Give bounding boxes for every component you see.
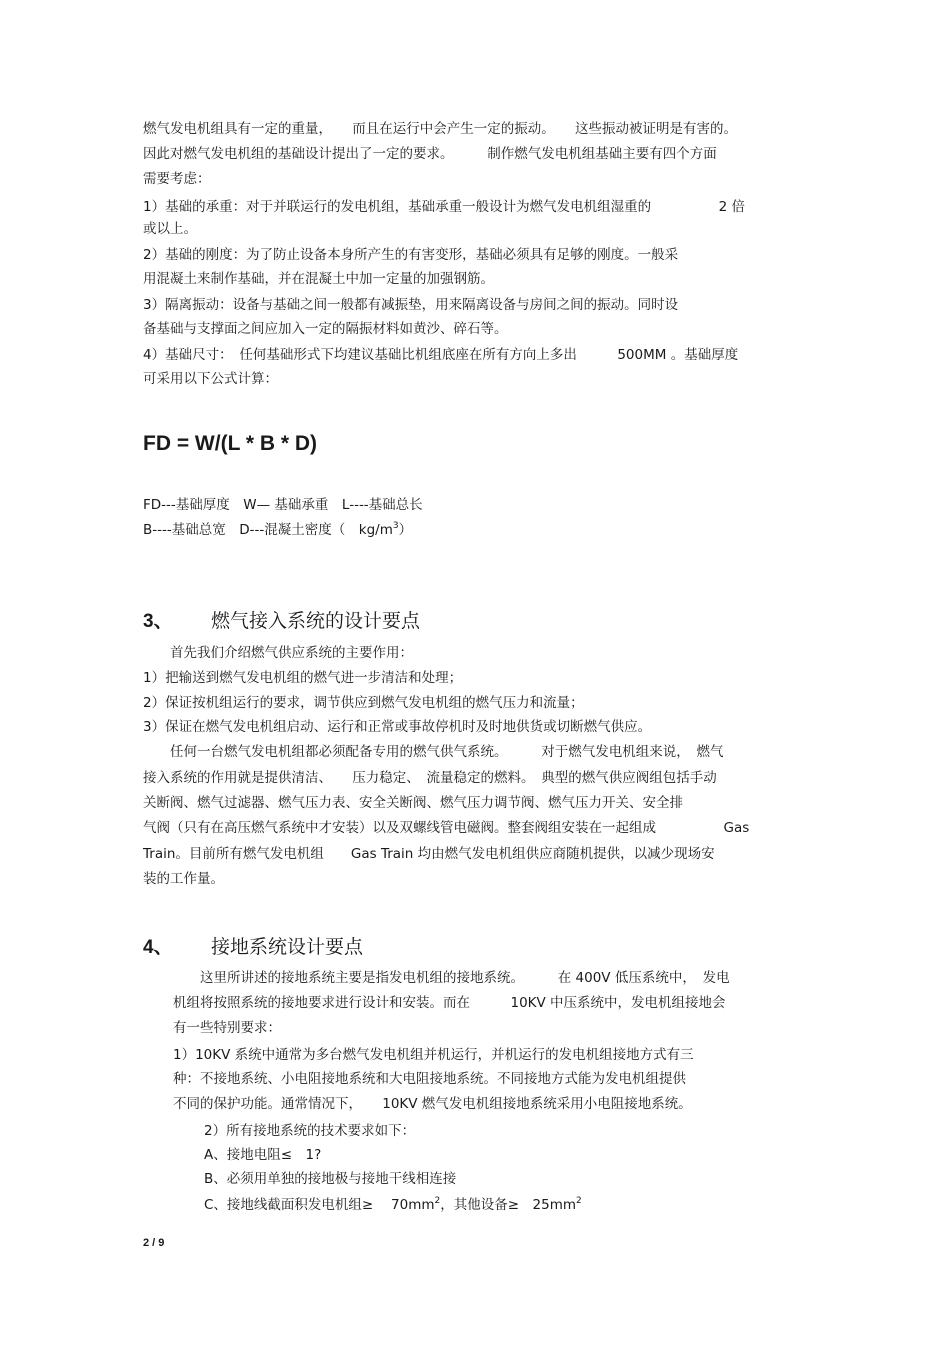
item-line: 4）基础尺寸： 任何基础形式下均建议基础比机组底座在所有方向上多出 500MM 。基础厚度 bbox=[143, 347, 739, 363]
formula: FD = W/(L * B * D) bbox=[143, 432, 318, 455]
body-line: 接入系统的作用就是提供清洁、 压力稳定、 流量稳定的燃料。 典型的燃气供应阀组包括手动 bbox=[143, 770, 717, 786]
requirement-item: A、接地电阻≤ 1? bbox=[204, 1147, 322, 1163]
body-line: 有一些特别要求： bbox=[173, 1020, 281, 1036]
body-line: 1）把输送到燃气发电机组的燃气进一步清洁和处理； bbox=[143, 670, 463, 686]
section-title: 接地系统设计要点 bbox=[211, 936, 364, 958]
section-heading-4 bbox=[143, 932, 364, 959]
requirements-title: 2）所有接地系统的技术要求如下： bbox=[204, 1123, 416, 1139]
intro-line: 需要考虑： bbox=[143, 171, 211, 187]
section-title: 燃气接入系统的设计要点 bbox=[211, 610, 421, 632]
body-line: 关断阀、燃气过滤器、燃气压力表、安全关断阀、燃气压力调节阀、燃气压力开关、安全排 bbox=[143, 795, 683, 811]
body-line: 首先我们介绍燃气供应系统的主要作用： bbox=[143, 645, 413, 661]
formula-legend: FD---基础厚度 W— 基础承重 L----基础总长 bbox=[143, 497, 423, 513]
body-line: 不同的保护功能。通常情况下， 10KV 燃气发电机组接地系统采用小电阻接地系统。 bbox=[173, 1096, 692, 1112]
item-line: 2）基础的刚度：为了防止设备本身所产生的有害变形，基础必须具有足够的刚度。一般采 bbox=[143, 247, 679, 263]
item-line: 用混凝土来制作基础，并在混凝土中加一定量的加强钢筋。 bbox=[143, 271, 494, 287]
page-number: 2 / 9 bbox=[143, 1237, 165, 1249]
formula-legend: B----基础总宽 D---混凝土密度（ $kg/m^3$） bbox=[143, 521, 413, 538]
body-line: 2）保证按机组运行的要求，调节供应到燃气发电机组的燃气压力和流量； bbox=[143, 695, 584, 711]
intro-line: 燃气发电机组具有一定的重量， 而且在运行中会产生一定的振动。 这些振动被证明是有害的。 bbox=[143, 121, 737, 137]
body-line: 1）10KV 系统中通常为多台燃气发电机组并机运行，并机运行的发电机组接地方式有三 bbox=[173, 1047, 694, 1063]
item-line: 可采用以下公式计算： bbox=[143, 371, 278, 387]
body-line: 3）保证在燃气发电机组启动、运行和正常或事故停机时及时地供货或切断燃气供应。 bbox=[143, 719, 652, 735]
body-line: 这里所讲述的接地系统主要是指发电机组的接地系统。 在 400V 低压系统中， 发电 bbox=[173, 970, 730, 986]
item-line: 或以上。 bbox=[143, 221, 197, 237]
item-line: 3）隔离振动：设备与基础之间一般都有减振垫，用来隔离设备与房间之间的振动。同时设 bbox=[143, 297, 679, 313]
requirement-item: B、必须用单独的接地极与接地干线相连接 bbox=[204, 1171, 457, 1187]
requirement-item: C、接地线截面积发电机组≥ $70mm^2$，其他设备≥ $25mm^2$ bbox=[204, 1196, 582, 1213]
body-line: 种：不接地系统、小电阻接地系统和大电阻接地系统。不同接地方式能为发电机组提供 bbox=[173, 1071, 686, 1087]
intro-line: 因此对燃气发电机组的基础设计提出了一定的要求。 制作燃气发电机组基础主要有四个方面 bbox=[143, 146, 717, 162]
body-line: 气阀（只有在高压燃气系统中才安装）以及双螺线管电磁阀。整套阀组安装在一起组成 Gas bbox=[143, 820, 750, 836]
item-line: 1）基础的承重：对于并联运行的发电机组，基础承重一般设计为燃气发电机组湿重的 2 倍 bbox=[143, 199, 745, 215]
item-line: 备基础与支撑面之间应加入一定的隔振材料如黄沙、碎石等。 bbox=[143, 321, 508, 337]
section-number: 3、 bbox=[143, 611, 173, 632]
section-heading-3 bbox=[143, 606, 421, 633]
body-line: 装的工作量。 bbox=[143, 871, 224, 887]
body-line: 机组将按照系统的接地要求进行设计和安装。而在 10KV 中压系统中，发电机组接地会 bbox=[173, 995, 726, 1011]
body-line: Train。目前所有燃气发电机组 Gas Train 均由燃气发电机组供应商随机提供，以减少现场安 bbox=[143, 846, 715, 862]
body-line: 任何一台燃气发电机组都必须配备专用的燃气供气系统。 对于燃气发电机组来说， 燃气 bbox=[143, 744, 724, 760]
section-number: 4、 bbox=[143, 937, 173, 958]
